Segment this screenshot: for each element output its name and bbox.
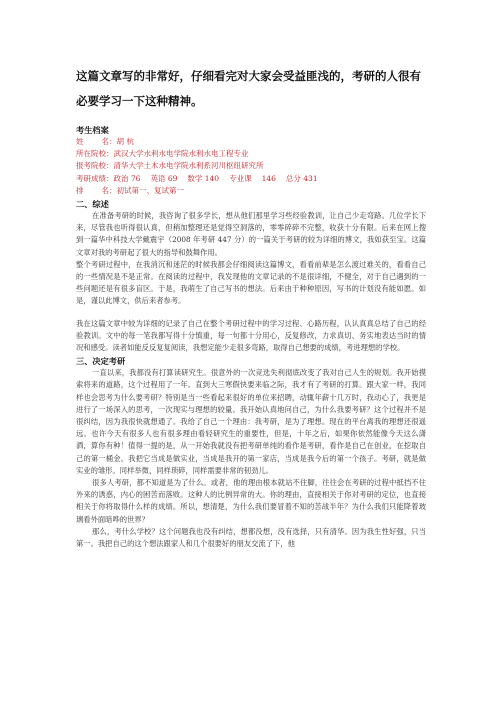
profile-target-row [76, 160, 426, 172]
summary-paragraph-2: 整个考研过程中，在我消沉和迷茫的时候我都会仔细阅读这篇博文，看看前辈是怎么渡过难关的，看看自己的一些情况是不是正常。在阅读的过程中，我发现他的文章记录的不是很详细，不健全，对于自己遇到的一些问题还是有很多盲区。于是，我萌生了自己写书的想法。后来由于种种原因，写书的计划没有能如愿。如是，谨以此博文，供后来者参考。 [76, 259, 426, 306]
score-major-value: 146 [261, 173, 276, 183]
intro-line-1: 这篇文章写的非常好，仔细看完对大家会受益匪浅的，考研的人很有 [76, 69, 421, 83]
section-summary-title: 二、综述 [76, 199, 109, 210]
score-major: 专业课 [229, 173, 252, 183]
rank-value: 初试第一、复试第一 [116, 185, 184, 195]
name-value: 胡 杭 [116, 137, 134, 146]
score-math: 数学 140 [187, 173, 220, 183]
name-label-2: 名： [101, 137, 117, 146]
score-politics: 政治 76 [113, 173, 141, 183]
document-content [76, 124, 426, 550]
score-english: 英语 69 [150, 173, 178, 183]
decision-paragraph-2: 很多人考研，都不知道是为了什么。或者，他的理由根本就站不住脚，往往会在考研的过程中抵挡不住外来的诱惑，内心的困苦而落败。这种人的比例异常的大。你的理由，直接相关于你对考研的定位，也直接相关于你将取得什么样的成绩。所以，想清楚，为什么我们要冒着不知的苦战半年？为什么我们只能降着玻璃看外面暗哗的世界？ [76, 478, 426, 524]
school-value: 武汉大学水利水电学院水利水电工程专业 [113, 149, 249, 159]
profile-scores-row [76, 173, 426, 185]
school-label: 所在院校： [76, 149, 114, 159]
profile-school-row [76, 148, 426, 160]
summary-paragraph-3: 我在这篇文章中较为详细的记录了自己在整个考研过程中的学习过程、心路历程，认认真真总结了自己的经验教训。文中的每一笔我都写得十分慎重，每一句都十分用心，反复修改，力求真切、务实地表达当时的情况和感受。读者如能反反复复阅读，我想定能少走很多弯路，取得自己想要的成绩，考进理想的学校。 [76, 318, 426, 353]
profile-heading: 考生档案 [76, 125, 109, 135]
intro-text [76, 64, 422, 114]
score-total: 总分 431 [285, 173, 318, 183]
target-value: 清华大学土木水电学院水利系河川枢纽研究所 [113, 161, 264, 171]
intro-line-2: 必要学习一下这种精神。 [76, 94, 203, 108]
scores-label: 考研成绩： [76, 173, 114, 183]
decision-paragraph-3: 那么，考什么学校？这个问题我也没有纠结，想都没想，没有选择，只有清华。因为我生性好强，只当第一。我把自己的这个想法跟家人和几个很要好的朋友交流了下，他 [76, 526, 426, 549]
profile-name-row [76, 136, 426, 148]
summary-paragraph-1: 在准备考研的时候，我咨询了很多学长，想从他们那里学习些经验教训，让自己少走弯路。几位学长下来，尽管我也听得很认真，但稍加整理还是觉得空洞落的，零零碎碎不完整，收获十分有限。后来在网上搜到一篇华中科技大学戴震宇（2008 年考研 447 分）的一篇关于考研的较为详细的博文，我如获至宝。这篇文章对我的考研起了很大的指导和鼓舞作用。 [76, 211, 426, 257]
section-decision-title: 三、决定考研 [76, 356, 126, 367]
rank-label-2: 名： [101, 185, 117, 195]
profile-rank-row [76, 185, 426, 197]
rank-label: 排 [76, 185, 84, 195]
decision-paragraph-1: 一直以来，我都没有打算读研究生。很意外的一次竞选失利彻底改变了我对自己人生的规划。我开始摸索将来的道路，这个过程用了一年。直到大三寒假快要来临之际，我才有了考研的打算。跟大家一样，我同样也会思考为什么要考研？特别是当一些看起来很好的单位来招聘，动辄年薪十几万时，我动心了，我更是进行了一场深入的思考，一次现实与理想的较量。我开始认真地问自己，为什么我要考研？这个过程并不是很纠结，因为我很快就想通了。我给了自己一个理由：我考研，是为了理想。现在的平台离我的理想还很遥远。也许今天有很多人也有很多理由看轻研究生的重要性，但是，十年之后，如果你依然能像今天这么潇洒，算你有种！值得一提的是，从一开始我就没有把考研单纯的看作是考研，看作是自己在创业，在挖取自己的第一桶金。我把它当成是做实业，当成是我开的第一家店，当成是我今后的第一个孩子。考研，就是做实业的雏形。同样举微，同样琐碎，同样需要非常的韧劲儿。 [76, 368, 426, 475]
target-label: 报考院校： [76, 161, 114, 171]
name-label: 姓 [76, 137, 84, 146]
